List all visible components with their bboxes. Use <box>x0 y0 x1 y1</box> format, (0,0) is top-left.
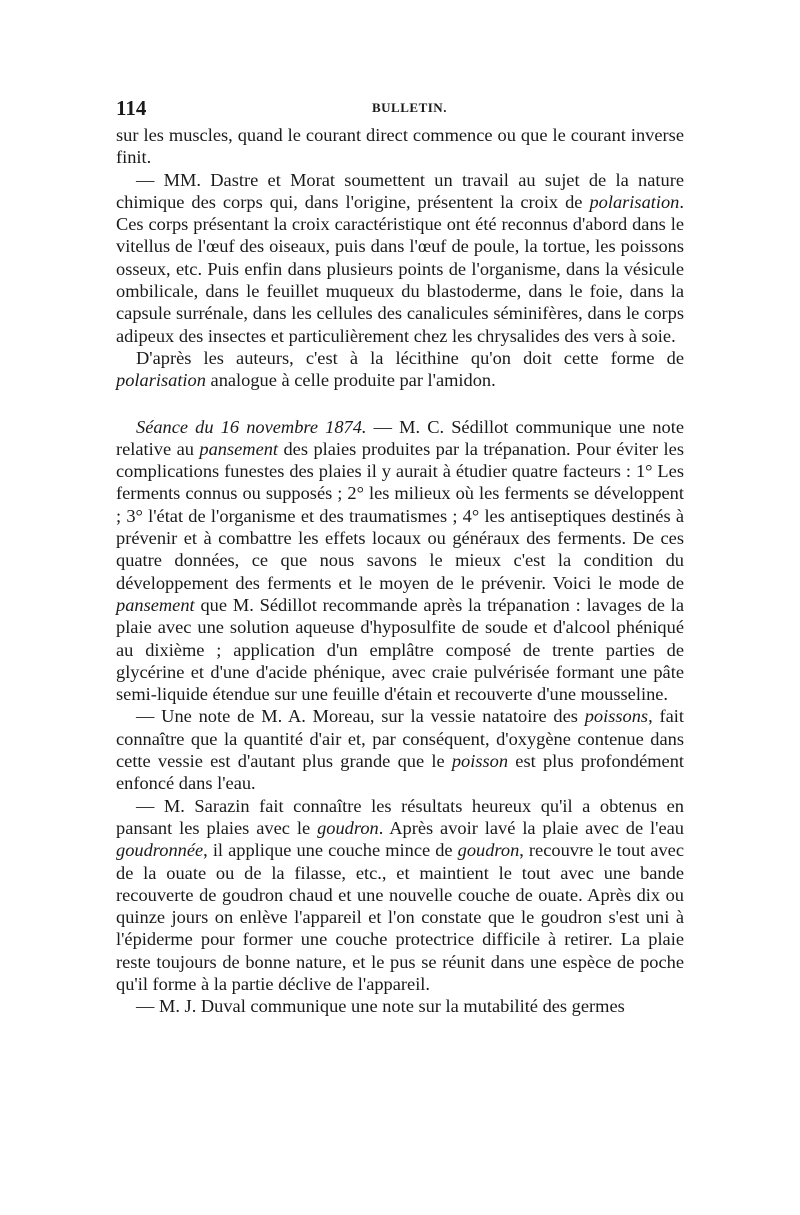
text-run: — Une note de M. A. Moreau, sur la vessie natatoire des <box>136 706 585 727</box>
text-run: — M. C. Sédillot communique une note relative au <box>116 416 684 459</box>
paragraph-lecithine <box>116 347 684 392</box>
italic-run: pansement <box>199 438 279 459</box>
italic-run: goudronnée <box>116 840 204 861</box>
paragraph-sarazin <box>116 795 684 996</box>
paragraph-duval <box>116 995 684 1017</box>
text-run: est plus profondément enfoncé dans l'eau. <box>116 751 685 794</box>
italic-run: poisson <box>451 751 509 772</box>
text-run: que M. Sédillot recommande après la trépanation : lavages de la plaie avec une solution aqueuse d'hyposulfite de soude et d'alcool phéniqué au dixième ; application d'un emplâtre composé de trente parties de glycérine et d'une d'acide phénique, avec craie pulvérisée formant une pâte semi-liquide étendue sur une feuille d'étain et recouverte d'une mousseline. <box>116 594 684 705</box>
body-text <box>116 124 684 1018</box>
paragraph-moreau <box>116 705 684 794</box>
paragraph-seance-sedillot <box>116 416 684 706</box>
text-run: , fait connaître que la quantité d'air et, par conséquent, d'oxygène contenue dans cette vessie est d'autant plus grande que le <box>116 706 684 772</box>
text-run: — M. J. Duval communique une note sur la mutabilité des germes <box>136 996 625 1017</box>
text-run: . Après avoir lavé la plaie avec de l'eau <box>378 817 684 838</box>
text-run: , recouvre le tout avec de la ouate ou de la filasse, etc., et maintient le tout avec une bande recouverte de goudron chaud et une nouvelle couche de ouate. Après dix ou quinze jours on enlève l'appareil et l'on constate que le goudron s'est uni à l'épiderme pour former une couche protectrice difficile à retirer. La plaie reste toujours de bonne nature, et le pus se réunit dans une espèce de poche qu'il forme à la partie déclive de l'appareil. <box>116 840 684 994</box>
page-number: 114 <box>116 96 147 120</box>
italic-run: pansement <box>116 594 195 615</box>
italic-run: Séance du 16 novembre 1874. <box>136 416 367 437</box>
running-title: BULLETIN. <box>372 100 447 115</box>
italic-run: polarisation <box>116 370 206 391</box>
text-run: D'après les auteurs, c'est à la lécithine qu'on doit cette forme de <box>136 347 684 368</box>
italic-run: goudron <box>457 840 520 861</box>
section-gap <box>116 392 684 416</box>
italic-run: polarisation <box>589 191 680 212</box>
text-run: sur les muscles, quand le courant direct commence ou que le courant inverse finit. <box>116 125 684 168</box>
text-run: — M. Sarazin fait connaître les résultats heureux qu'il a obtenus en pansant les plaies avec le <box>116 795 684 838</box>
italic-run: poissons <box>584 706 649 727</box>
text-run: analogue à celle produite par l'amidon. <box>205 370 496 391</box>
paragraph-dastre-morat <box>116 169 684 347</box>
paragraph-continuation <box>116 124 684 169</box>
page <box>116 96 684 1018</box>
italic-run: goudron <box>317 817 379 838</box>
text-run: — MM. Dastre et Morat soumettent un travail au sujet de la nature chimique des corps qui, dans l'origine, présentent la croix de <box>116 169 684 212</box>
text-run: des plaies produites par la trépanation. Pour éviter les complications funestes des plaies il y aurait à étudier quatre facteurs : 1° Les ferments connus ou supposés ; 2° les milieux où les ferments se développent ; 3° l'état de l'organisme et des traumatismes ; 4° les antiseptiques destinés à prévenir et à combattre les effets locaux ou généraux des ferments. De ces quatre données, ce que nous savons le mieux c'est la condition du développement des ferments et le moyen de le prévenir. Voici le mode de <box>116 438 684 593</box>
text-run: . Ces corps présentant la croix caractéristique ont été reconnus d'abord dans le vitellus de l'œuf des oiseaux, puis dans l'œuf de poule, la tortue, les poissons osseux, etc. Puis enfin dans plusieurs points de l'organisme, dans la vésicule ombilicale, dans le feuillet muqueux du blastoderme, dans le foie, dans la capsule surrénale, dans les cellules des canalicules séminifères, dans le corps adipeux des insectes et particulièrement chez les chrysalides des vers à soie. <box>116 191 684 346</box>
page-header <box>116 96 684 124</box>
text-run: , il applique une couche mince de <box>203 840 458 861</box>
